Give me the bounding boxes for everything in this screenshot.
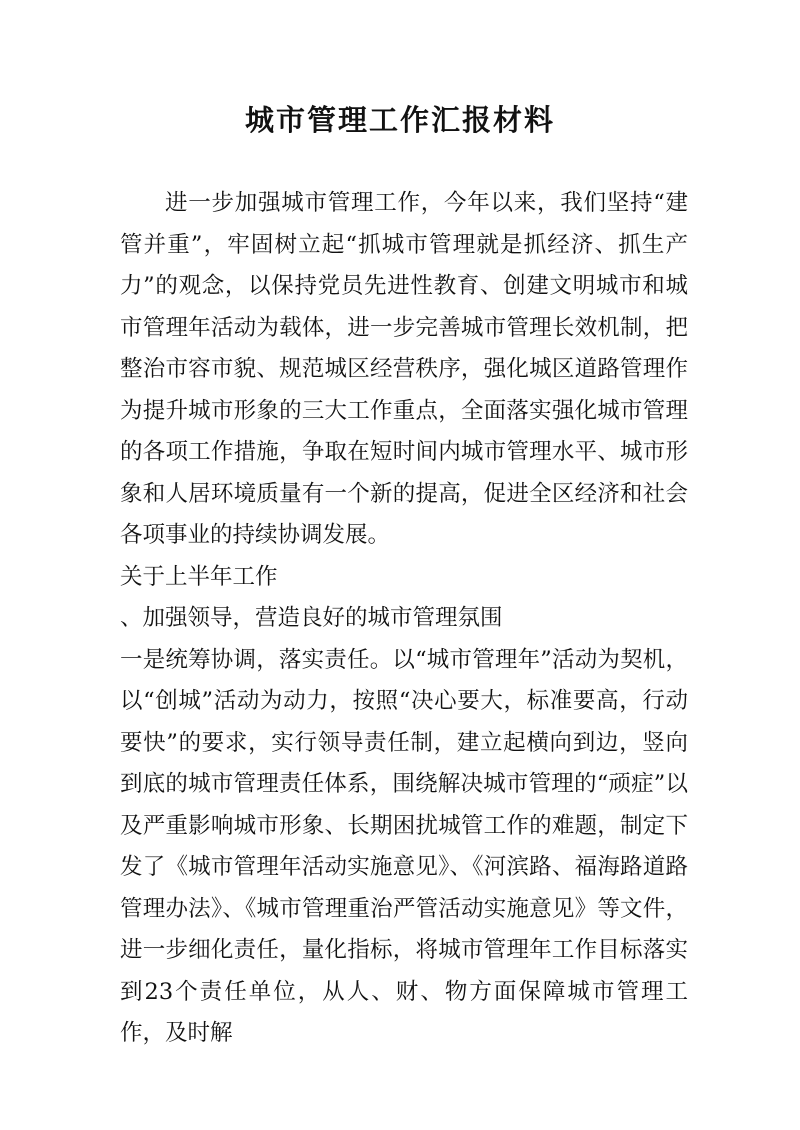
intro-paragraph: 进一步加强城市管理工作，今年以来，我们坚持“建管并重”，牢固树立起“抓城市管理就是抓经济、抓生产力”的观念，以保持党员先进性教育、创建文明城市和城市管理年活动为载体，进一步完善城市管理长效机制，把整治市容市貌、规范城区经营秩序，强化城区道路管理作为提升城市形象的三大工作重点，全面落实强化城市管理的各项工作措施，争取在短时间内城市管理水平、城市形象和人居环境质量有一个新的提高，促进全区经济和社会各项事业的持续协调发展。: [120, 190, 688, 548]
document-body: [120, 183, 688, 1055]
section-heading: 关于上半年工作: [120, 563, 278, 590]
body-paragraph: 一是统筹协调，落实责任。以“城市管理年”活动为契机，以“创城”活动为动力，按照“决心要大，标准要高，行动要快”的要求，实行领导责任制，建立起横向到边，竖向到底的城市管理责任体系，围绕解决城市管理的“顽症”以及严重影响城市形象、长期困扰城管工作的难题，制定下发了《城市管理年活动实施意见》、《河滨路、福海路道路管理办法》、《城市管理重治严管活动实施意见》等文件，进一步细化责任，量化指标，将城市管理年工作目标落实到23个责任单位，从人、财、物方面保障城市管理工作，及时解: [120, 646, 688, 1046]
subsection-heading: 、加强领导，营造良好的城市管理氛围: [120, 605, 503, 631]
document-title: 城市管理工作汇报材料: [244, 103, 555, 137]
